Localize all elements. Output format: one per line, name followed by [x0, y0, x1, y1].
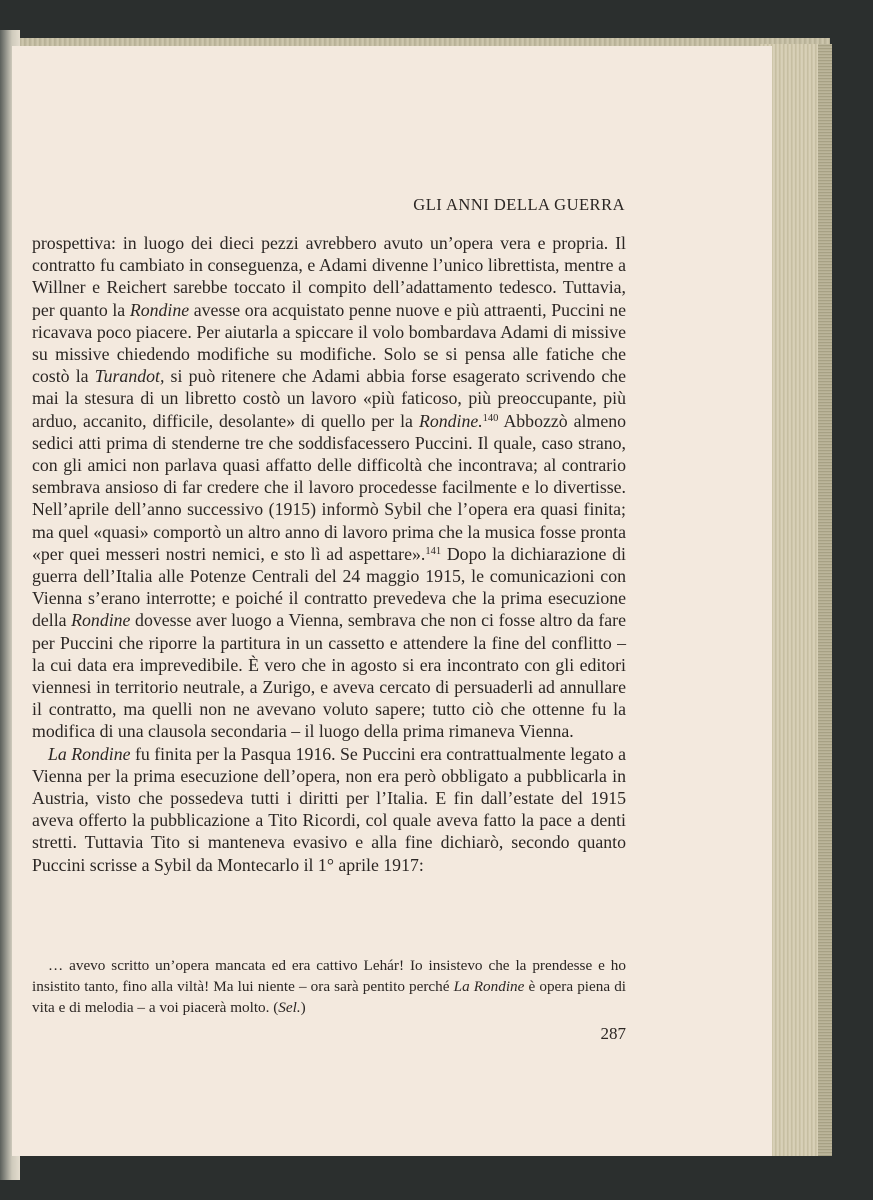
paragraph-2 — [32, 743, 626, 876]
text-run: si può ritenere che Adami abbia forse esagerato scrivendo che mai la stesura di un libretto costò un lavoro «più faticoso, più preoccupante, più arduo, accanito, difficile, desolante» di quello per la — [32, 366, 626, 431]
footnote-ref-140: 140 — [482, 412, 499, 424]
footnote-ref-141: 141 — [425, 545, 442, 557]
italic-title-rondine: Rondine — [129, 299, 190, 320]
text-run: dovesse aver luogo a Vienna, sembrava che non ci fosse altro da fare per Puccini che riporre la partitura in un cassetto e attendere la fine del conflitto – la cui data era imprevedibile. È vero che in agosto si era incontrato con gli editori viennesi in territorio neutrale, a Zurigo, e aveva cercato di persuaderli ad annullare il contratto, ma quelli non ne avevano voluto sapere; tutto ciò che ottenne fu la modifica di una clausola secondaria – il luogo della prima rimaneva Vienna. — [32, 610, 626, 742]
quote-paragraph — [32, 955, 626, 1018]
body-text — [32, 232, 626, 876]
text-run: avesse ora acquistato penne nuove e più attraenti, Puccini ne ricavava poco piacere. Per aiutarla a spiccare il volo bombardava Adami di missive su missive chiedendo modifiche su modifiche. Solo se si pensa alle fatiche che costò la — [32, 299, 626, 387]
italic-title-turandot: Turandot, — [94, 366, 165, 387]
italic-source-sel: Sel. — [278, 999, 301, 1016]
page-number: 287 — [600, 1024, 626, 1043]
text-run: Abbozzò almeno sedici atti prima di stenderne tre che soddisfacessero Puccini. Il quale, caso strano, con gli amici non parlava quasi affatto delle difficoltà che incontrava; al contrario sembrava ansioso di far credere che il lavoro procedesse facilmente e lo divertisse. Nell’aprile dell’anno successivo (1915) informò Sybil che l’opera era quasi finita; ma quel «quasi» comportò un altro anno di lavoro prima che la musica fosse pronta «per quei messeri nostri nemici, e sto lì ad aspettare». — [32, 410, 626, 564]
italic-title-rondine: Rondine — [71, 610, 131, 631]
italic-title-la-rondine: La Rondine — [453, 978, 525, 995]
running-header: GLI ANNI DELLA GUERRA — [413, 195, 625, 214]
block-quote — [32, 955, 626, 1018]
text-run: è opera piena di vita e di melodia – a voi piacerà molto. ( — [32, 978, 627, 1016]
italic-title-rondine: Rondine. — [418, 410, 483, 431]
text-run: … avevo scritto un’opera mancata ed era cattivo Lehár! Io insistevo che la prendesse e ho insistito tanto, fino alla viltà! Ma lui niente – ora sarà pentito perché — [32, 957, 626, 995]
text-run: prospettiva: in luogo dei dieci pezzi avrebbero avuto un’opera vera e propria. Il contratto fu cambiato in conseguenza, e Adami divenne l’unico librettista, mentre a Willner e Reichert sarebbe toccato il compito dell’adattamento tedesco. Tuttavia, per quanto la — [32, 233, 626, 320]
paragraph-1 — [32, 232, 626, 743]
italic-title-la-rondine: La Rondine — [48, 743, 131, 764]
text-run: Dopo la dichiarazione di guerra dell’Italia alle Potenze Centrali del 24 maggio 1915, le comunicazioni con Vienna s’erano interrotte; e poiché il contratto prevedeva che la prima esecuzione della — [32, 543, 626, 631]
text-run: fu finita per la Pasqua 1916. Se Puccini era contrattualmente legato a Vienna per la prima esecuzione dell’opera, non era però obbligato a pubblicarla in Austria, visto che possedeva tutti i diritti per l’Italia. E fin dall’estate del 1915 aveva offerto la pubblicazione a Tito Ricordi, col quale aveva fatto la pace a denti stretti. Tuttavia Tito si manteneva evasivo e alla fine dichiarò, secondo quanto Puccini scrisse a Sybil da Montecarlo il 1° aprile 1917: — [32, 743, 626, 875]
text-run: ) — [300, 999, 306, 1016]
